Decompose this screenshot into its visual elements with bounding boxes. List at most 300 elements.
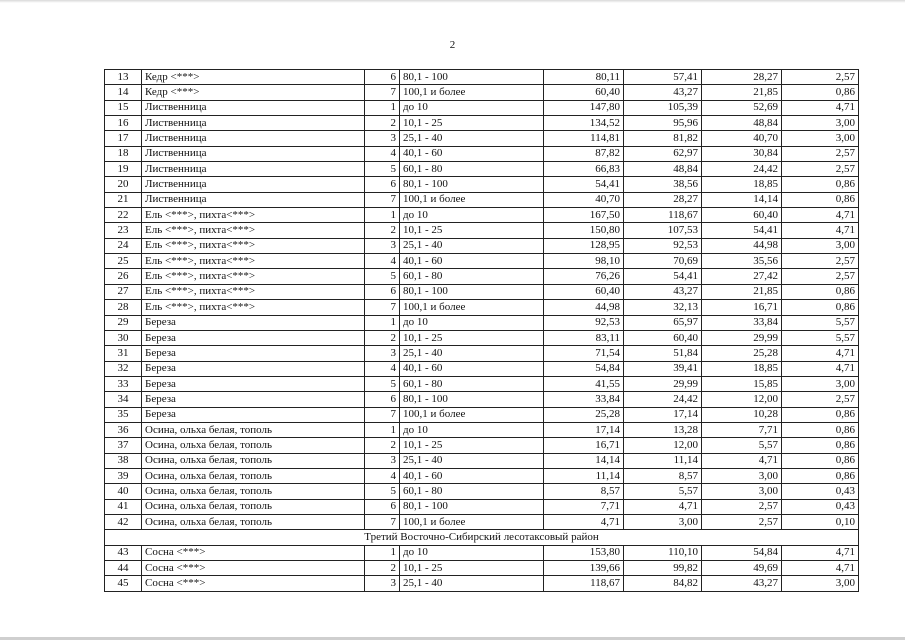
table-row <box>105 330 859 345</box>
rate-value-1: 92,53 <box>544 315 624 330</box>
rate-value-1: 17,14 <box>544 422 624 437</box>
row-number: 31 <box>105 346 142 361</box>
table-row <box>105 162 859 177</box>
diameter-range: 100,1 и более <box>400 85 544 100</box>
size-group: 1 <box>365 208 400 223</box>
table-row <box>105 468 859 483</box>
species-name: Лиственница <box>142 192 365 207</box>
rate-value-2: 4,71 <box>624 499 702 514</box>
row-number: 20 <box>105 177 142 192</box>
table-row <box>105 392 859 407</box>
rate-value-2: 92,53 <box>624 238 702 253</box>
region-heading-body <box>105 530 859 545</box>
size-group: 2 <box>365 116 400 131</box>
size-group: 4 <box>365 361 400 376</box>
region-heading: Третий Восточно-Сибирский лесотаксовый район <box>105 530 859 545</box>
size-group: 3 <box>365 131 400 146</box>
table-row <box>105 376 859 391</box>
rate-value-4: 0,86 <box>782 422 859 437</box>
rate-value-3: 43,27 <box>702 576 782 591</box>
table-row <box>105 361 859 376</box>
rate-value-4: 4,71 <box>782 561 859 576</box>
rate-value-4: 4,71 <box>782 346 859 361</box>
diameter-range: 80,1 - 100 <box>400 392 544 407</box>
rate-value-2: 29,99 <box>624 376 702 391</box>
row-number: 38 <box>105 453 142 468</box>
species-name: Осина, ольха белая, тополь <box>142 438 365 453</box>
species-name: Лиственница <box>142 116 365 131</box>
rate-value-2: 8,57 <box>624 468 702 483</box>
rate-value-3: 54,84 <box>702 545 782 560</box>
size-group: 1 <box>365 315 400 330</box>
size-group: 3 <box>365 453 400 468</box>
rate-value-3: 30,84 <box>702 146 782 161</box>
rate-value-3: 2,57 <box>702 514 782 529</box>
species-name: Лиственница <box>142 177 365 192</box>
table-row <box>105 177 859 192</box>
rate-value-3: 28,27 <box>702 70 782 85</box>
diameter-range: 40,1 - 60 <box>400 361 544 376</box>
rate-value-4: 3,00 <box>782 238 859 253</box>
rate-value-3: 3,00 <box>702 468 782 483</box>
row-number: 42 <box>105 514 142 529</box>
species-name: Береза <box>142 361 365 376</box>
table-row <box>105 269 859 284</box>
rate-value-2: 70,69 <box>624 254 702 269</box>
rate-value-4: 4,71 <box>782 361 859 376</box>
rate-value-1: 114,81 <box>544 131 624 146</box>
rate-value-4: 0,86 <box>782 453 859 468</box>
diameter-range: 25,1 - 40 <box>400 238 544 253</box>
diameter-range: 10,1 - 25 <box>400 438 544 453</box>
diameter-range: до 10 <box>400 208 544 223</box>
species-name: Сосна <***> <box>142 561 365 576</box>
rate-value-4: 3,00 <box>782 116 859 131</box>
rate-value-2: 38,56 <box>624 177 702 192</box>
rate-value-4: 0,86 <box>782 468 859 483</box>
table-row <box>105 422 859 437</box>
size-group: 6 <box>365 392 400 407</box>
rate-value-3: 49,69 <box>702 561 782 576</box>
rate-value-3: 54,41 <box>702 223 782 238</box>
rate-value-2: 65,97 <box>624 315 702 330</box>
size-group: 6 <box>365 284 400 299</box>
rate-value-1: 11,14 <box>544 468 624 483</box>
row-number: 14 <box>105 85 142 100</box>
rate-value-1: 76,26 <box>544 269 624 284</box>
species-name: Осина, ольха белая, тополь <box>142 484 365 499</box>
species-name: Ель <***>, пихта<***> <box>142 300 365 315</box>
size-group: 7 <box>365 85 400 100</box>
diameter-range: 100,1 и более <box>400 407 544 422</box>
species-name: Береза <box>142 407 365 422</box>
diameter-range: 100,1 и более <box>400 192 544 207</box>
table-row <box>105 254 859 269</box>
rate-value-1: 44,98 <box>544 300 624 315</box>
rate-value-2: 60,40 <box>624 330 702 345</box>
size-group: 1 <box>365 100 400 115</box>
rate-value-2: 17,14 <box>624 407 702 422</box>
rate-value-2: 3,00 <box>624 514 702 529</box>
rate-value-4: 4,71 <box>782 545 859 560</box>
species-name: Сосна <***> <box>142 545 365 560</box>
diameter-range: до 10 <box>400 422 544 437</box>
diameter-range: 40,1 - 60 <box>400 254 544 269</box>
table-row <box>105 545 859 560</box>
rate-value-2: 107,53 <box>624 223 702 238</box>
table-row <box>105 238 859 253</box>
row-number: 32 <box>105 361 142 376</box>
size-group: 1 <box>365 545 400 560</box>
row-number: 35 <box>105 407 142 422</box>
row-number: 18 <box>105 146 142 161</box>
table-row <box>105 407 859 422</box>
row-number: 28 <box>105 300 142 315</box>
rate-value-1: 54,84 <box>544 361 624 376</box>
size-group: 7 <box>365 407 400 422</box>
diameter-range: 80,1 - 100 <box>400 499 544 514</box>
table-row <box>105 192 859 207</box>
table-row <box>105 100 859 115</box>
species-name: Береза <box>142 392 365 407</box>
table-row <box>105 315 859 330</box>
rate-value-3: 29,99 <box>702 330 782 345</box>
species-name: Кедр <***> <box>142 85 365 100</box>
rate-value-3: 10,28 <box>702 407 782 422</box>
table-row <box>105 576 859 591</box>
diameter-range: 25,1 - 40 <box>400 453 544 468</box>
rate-value-2: 99,82 <box>624 561 702 576</box>
rate-value-2: 11,14 <box>624 453 702 468</box>
table-row <box>105 85 859 100</box>
rate-value-4: 0,43 <box>782 484 859 499</box>
rate-value-3: 21,85 <box>702 85 782 100</box>
row-number: 23 <box>105 223 142 238</box>
rate-value-3: 44,98 <box>702 238 782 253</box>
size-group: 3 <box>365 576 400 591</box>
rate-value-4: 2,57 <box>782 254 859 269</box>
diameter-range: 60,1 - 80 <box>400 376 544 391</box>
rate-value-1: 40,70 <box>544 192 624 207</box>
rate-value-2: 12,00 <box>624 438 702 453</box>
size-group: 2 <box>365 561 400 576</box>
row-number: 16 <box>105 116 142 131</box>
row-number: 33 <box>105 376 142 391</box>
row-number: 26 <box>105 269 142 284</box>
rate-value-2: 13,28 <box>624 422 702 437</box>
rate-value-1: 134,52 <box>544 116 624 131</box>
timber-rates-table <box>104 69 859 592</box>
rate-value-1: 139,66 <box>544 561 624 576</box>
rate-value-3: 25,28 <box>702 346 782 361</box>
diameter-range: 10,1 - 25 <box>400 330 544 345</box>
rate-value-3: 7,71 <box>702 422 782 437</box>
table-row <box>105 484 859 499</box>
rate-value-2: 48,84 <box>624 162 702 177</box>
rate-value-3: 12,00 <box>702 392 782 407</box>
rate-value-3: 18,85 <box>702 177 782 192</box>
table-row <box>105 453 859 468</box>
rate-value-4: 0,86 <box>782 192 859 207</box>
rate-value-3: 27,42 <box>702 269 782 284</box>
table-body-lower <box>105 545 859 591</box>
row-number: 44 <box>105 561 142 576</box>
rate-value-4: 3,00 <box>782 376 859 391</box>
table-body-upper <box>105 70 859 530</box>
rate-value-1: 98,10 <box>544 254 624 269</box>
size-group: 1 <box>365 422 400 437</box>
table-row <box>105 438 859 453</box>
table-row <box>105 300 859 315</box>
rate-value-2: 110,10 <box>624 545 702 560</box>
diameter-range: 25,1 - 40 <box>400 346 544 361</box>
diameter-range: 40,1 - 60 <box>400 468 544 483</box>
size-group: 3 <box>365 346 400 361</box>
rate-value-4: 0,86 <box>782 407 859 422</box>
row-number: 19 <box>105 162 142 177</box>
row-number: 17 <box>105 131 142 146</box>
rate-value-3: 24,42 <box>702 162 782 177</box>
rate-value-2: 62,97 <box>624 146 702 161</box>
table-row <box>105 146 859 161</box>
table-row <box>105 208 859 223</box>
row-number: 24 <box>105 238 142 253</box>
species-name: Лиственница <box>142 100 365 115</box>
size-group: 3 <box>365 238 400 253</box>
rate-value-3: 40,70 <box>702 131 782 146</box>
rate-value-4: 0,86 <box>782 300 859 315</box>
species-name: Ель <***>, пихта<***> <box>142 208 365 223</box>
rate-value-4: 2,57 <box>782 392 859 407</box>
table-row <box>105 223 859 238</box>
diameter-range: 10,1 - 25 <box>400 116 544 131</box>
rate-value-3: 35,56 <box>702 254 782 269</box>
rate-value-1: 33,84 <box>544 392 624 407</box>
size-group: 7 <box>365 514 400 529</box>
species-name: Лиственница <box>142 162 365 177</box>
rate-value-4: 0,43 <box>782 499 859 514</box>
rate-value-1: 150,80 <box>544 223 624 238</box>
species-name: Осина, ольха белая, тополь <box>142 499 365 514</box>
rate-value-2: 54,41 <box>624 269 702 284</box>
diameter-range: 80,1 - 100 <box>400 70 544 85</box>
rate-value-4: 2,57 <box>782 269 859 284</box>
size-group: 4 <box>365 468 400 483</box>
table-row <box>105 514 859 529</box>
rate-value-2: 32,13 <box>624 300 702 315</box>
rate-value-2: 118,67 <box>624 208 702 223</box>
diameter-range: 25,1 - 40 <box>400 131 544 146</box>
rate-value-4: 3,00 <box>782 131 859 146</box>
rate-value-1: 83,11 <box>544 330 624 345</box>
rate-value-4: 0,86 <box>782 438 859 453</box>
rate-value-3: 14,14 <box>702 192 782 207</box>
diameter-range: 60,1 - 80 <box>400 484 544 499</box>
species-name: Лиственница <box>142 146 365 161</box>
diameter-range: 10,1 - 25 <box>400 561 544 576</box>
rate-value-1: 16,71 <box>544 438 624 453</box>
rate-value-2: 95,96 <box>624 116 702 131</box>
row-number: 30 <box>105 330 142 345</box>
page-number: 2 <box>449 39 456 51</box>
row-number: 22 <box>105 208 142 223</box>
diameter-range: 80,1 - 100 <box>400 177 544 192</box>
size-group: 4 <box>365 254 400 269</box>
diameter-range: 60,1 - 80 <box>400 162 544 177</box>
species-name: Ель <***>, пихта<***> <box>142 223 365 238</box>
diameter-range: 40,1 - 60 <box>400 146 544 161</box>
rate-value-4: 0,86 <box>782 85 859 100</box>
page-top-edge <box>0 0 905 3</box>
rate-value-4: 4,71 <box>782 223 859 238</box>
rate-value-4: 2,57 <box>782 146 859 161</box>
rate-value-1: 167,50 <box>544 208 624 223</box>
table-row <box>105 131 859 146</box>
size-group: 6 <box>365 177 400 192</box>
species-name: Ель <***>, пихта<***> <box>142 238 365 253</box>
rate-value-2: 84,82 <box>624 576 702 591</box>
diameter-range: 60,1 - 80 <box>400 269 544 284</box>
rate-value-1: 60,40 <box>544 85 624 100</box>
row-number: 37 <box>105 438 142 453</box>
rate-value-2: 28,27 <box>624 192 702 207</box>
rate-value-1: 153,80 <box>544 545 624 560</box>
rate-value-1: 87,82 <box>544 146 624 161</box>
rate-value-1: 118,67 <box>544 576 624 591</box>
diameter-range: 80,1 - 100 <box>400 284 544 299</box>
species-name: Кедр <***> <box>142 70 365 85</box>
table-row <box>105 116 859 131</box>
rate-value-3: 4,71 <box>702 453 782 468</box>
diameter-range: 100,1 и более <box>400 514 544 529</box>
row-number: 41 <box>105 499 142 514</box>
row-number: 13 <box>105 70 142 85</box>
rate-value-1: 60,40 <box>544 284 624 299</box>
size-group: 6 <box>365 499 400 514</box>
species-name: Ель <***>, пихта<***> <box>142 254 365 269</box>
rate-value-4: 4,71 <box>782 100 859 115</box>
region-heading-row <box>105 530 859 545</box>
diameter-range: до 10 <box>400 545 544 560</box>
diameter-range: 25,1 - 40 <box>400 576 544 591</box>
table-row <box>105 346 859 361</box>
rate-value-1: 54,41 <box>544 177 624 192</box>
size-group: 5 <box>365 269 400 284</box>
species-name: Осина, ольха белая, тополь <box>142 453 365 468</box>
rate-value-1: 66,83 <box>544 162 624 177</box>
rate-value-2: 5,57 <box>624 484 702 499</box>
size-group: 7 <box>365 192 400 207</box>
rate-value-4: 2,57 <box>782 70 859 85</box>
rate-value-1: 80,11 <box>544 70 624 85</box>
rate-value-1: 7,71 <box>544 499 624 514</box>
row-number: 25 <box>105 254 142 269</box>
rate-value-2: 51,84 <box>624 346 702 361</box>
size-group: 2 <box>365 330 400 345</box>
rate-value-4: 3,00 <box>782 576 859 591</box>
rate-value-1: 71,54 <box>544 346 624 361</box>
rate-value-3: 3,00 <box>702 484 782 499</box>
rate-value-2: 43,27 <box>624 85 702 100</box>
row-number: 34 <box>105 392 142 407</box>
size-group: 2 <box>365 223 400 238</box>
rate-value-4: 5,57 <box>782 315 859 330</box>
species-name: Ель <***>, пихта<***> <box>142 269 365 284</box>
rate-value-2: 81,82 <box>624 131 702 146</box>
rate-value-3: 5,57 <box>702 438 782 453</box>
row-number: 29 <box>105 315 142 330</box>
species-name: Осина, ольха белая, тополь <box>142 422 365 437</box>
size-group: 5 <box>365 484 400 499</box>
size-group: 2 <box>365 438 400 453</box>
diameter-range: 10,1 - 25 <box>400 223 544 238</box>
species-name: Сосна <***> <box>142 576 365 591</box>
size-group: 6 <box>365 70 400 85</box>
rate-value-3: 2,57 <box>702 499 782 514</box>
rate-value-2: 43,27 <box>624 284 702 299</box>
species-name: Лиственница <box>142 131 365 146</box>
rate-value-1: 4,71 <box>544 514 624 529</box>
rate-value-2: 39,41 <box>624 361 702 376</box>
row-number: 36 <box>105 422 142 437</box>
row-number: 43 <box>105 545 142 560</box>
species-name: Осина, ольха белая, тополь <box>142 514 365 529</box>
row-number: 39 <box>105 468 142 483</box>
table-row <box>105 561 859 576</box>
rate-value-3: 16,71 <box>702 300 782 315</box>
rate-value-4: 2,57 <box>782 162 859 177</box>
row-number: 15 <box>105 100 142 115</box>
species-name: Береза <box>142 330 365 345</box>
table-row <box>105 284 859 299</box>
species-name: Береза <box>142 376 365 391</box>
row-number: 21 <box>105 192 142 207</box>
size-group: 4 <box>365 146 400 161</box>
rate-value-2: 57,41 <box>624 70 702 85</box>
row-number: 45 <box>105 576 142 591</box>
rate-value-1: 14,14 <box>544 453 624 468</box>
rate-value-1: 8,57 <box>544 484 624 499</box>
rate-value-4: 0,10 <box>782 514 859 529</box>
rate-value-1: 41,55 <box>544 376 624 391</box>
table-row <box>105 70 859 85</box>
rate-value-1: 128,95 <box>544 238 624 253</box>
species-name: Береза <box>142 346 365 361</box>
rate-value-4: 5,57 <box>782 330 859 345</box>
rate-value-4: 0,86 <box>782 284 859 299</box>
diameter-range: до 10 <box>400 100 544 115</box>
rate-value-3: 15,85 <box>702 376 782 391</box>
diameter-range: до 10 <box>400 315 544 330</box>
rate-value-3: 60,40 <box>702 208 782 223</box>
rate-value-1: 147,80 <box>544 100 624 115</box>
rate-value-3: 52,69 <box>702 100 782 115</box>
size-group: 5 <box>365 376 400 391</box>
rate-value-4: 4,71 <box>782 208 859 223</box>
rate-value-2: 105,39 <box>624 100 702 115</box>
species-name: Береза <box>142 315 365 330</box>
rate-value-2: 24,42 <box>624 392 702 407</box>
row-number: 40 <box>105 484 142 499</box>
size-group: 5 <box>365 162 400 177</box>
rate-value-3: 18,85 <box>702 361 782 376</box>
rate-value-3: 48,84 <box>702 116 782 131</box>
table-row <box>105 499 859 514</box>
rate-value-3: 21,85 <box>702 284 782 299</box>
diameter-range: 100,1 и более <box>400 300 544 315</box>
species-name: Осина, ольха белая, тополь <box>142 468 365 483</box>
rate-value-3: 33,84 <box>702 315 782 330</box>
